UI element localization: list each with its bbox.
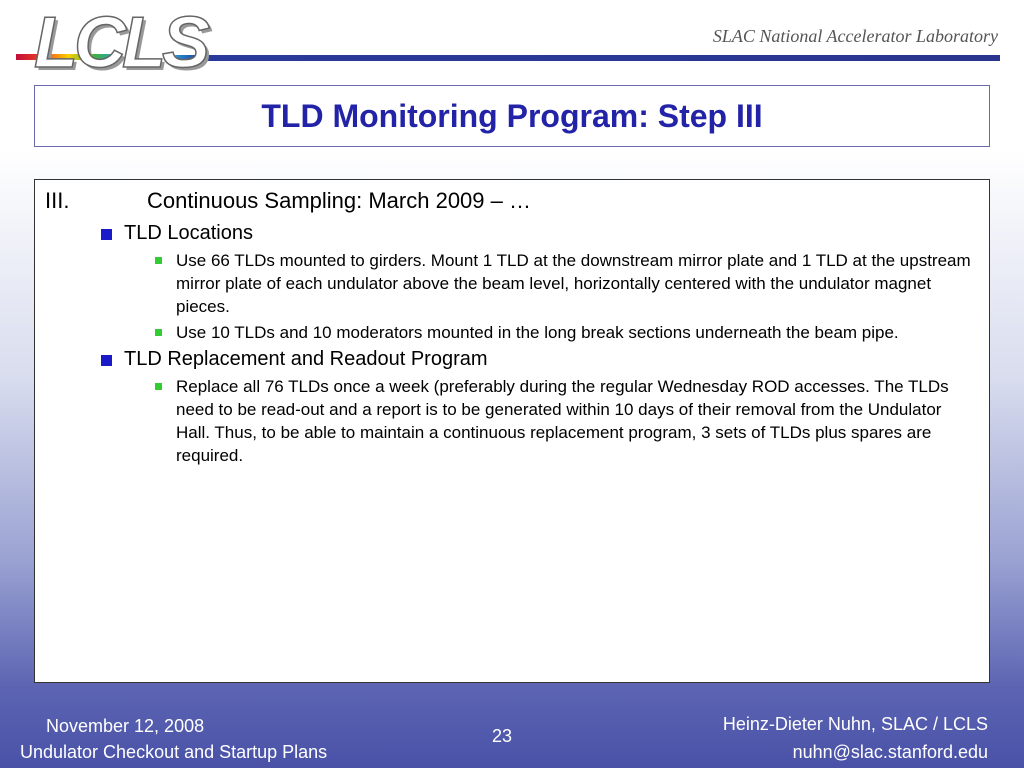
lcls-logo: LCLS: [34, 3, 206, 83]
bullet-icon: [155, 257, 162, 264]
section-label: [101, 348, 979, 371]
bullet-square-icon: [101, 355, 112, 366]
lab-name: SLAC National Accelerator Laboratory: [712, 26, 998, 46]
header-beam-line: [170, 55, 1000, 61]
footer-email: nuhn@slac.stanford.edu: [792, 742, 988, 762]
section-label: [101, 222, 979, 245]
bullet-item: [155, 249, 979, 318]
bullet-text: Replace all 76 TLDs once a week (preferably during the regular Wednesday ROD accesses. The TLDs need to be read-out and a report is to be generated within 10 days of their removal from the Undulator Hall. Thus, to be able to maintain a continuous replacement program, 3 sets of TLDs plus spares are required.: [176, 377, 949, 465]
bullet-item: [155, 321, 979, 344]
slide-title: TLD Monitoring Program: Step III: [261, 97, 763, 134]
footer-date: November 12, 2008: [46, 716, 205, 736]
bullet-icon: [155, 329, 162, 336]
title-box: [34, 85, 990, 147]
heading: [45, 188, 979, 214]
bullet-square-icon: [101, 229, 112, 240]
section-text: TLD Replacement and Readout Program: [124, 348, 488, 370]
footer-talk: Undulator Checkout and Startup Plans: [20, 742, 328, 762]
bullet-text: Use 66 TLDs mounted to girders. Mount 1 TLD at the downstream mirror plate and 1 TLD at the upstream mirror plate of each undulator above the beam level, horizontally centered with the undulator magnet pieces.: [176, 251, 971, 316]
bullet-icon: [155, 383, 162, 390]
content-box: [34, 179, 990, 683]
heading-text: Continuous Sampling: March 2009 – …: [147, 188, 531, 213]
heading-number: III.: [45, 188, 70, 213]
section-text: TLD Locations: [124, 222, 253, 244]
footer-author: Heinz-Dieter Nuhn, SLAC / LCLS: [722, 714, 988, 734]
bullet-item: [155, 375, 979, 467]
bullet-text: Use 10 TLDs and 10 moderators mounted in the long break sections underneath the beam pipe.: [176, 323, 899, 342]
page-number: 23: [492, 726, 513, 746]
